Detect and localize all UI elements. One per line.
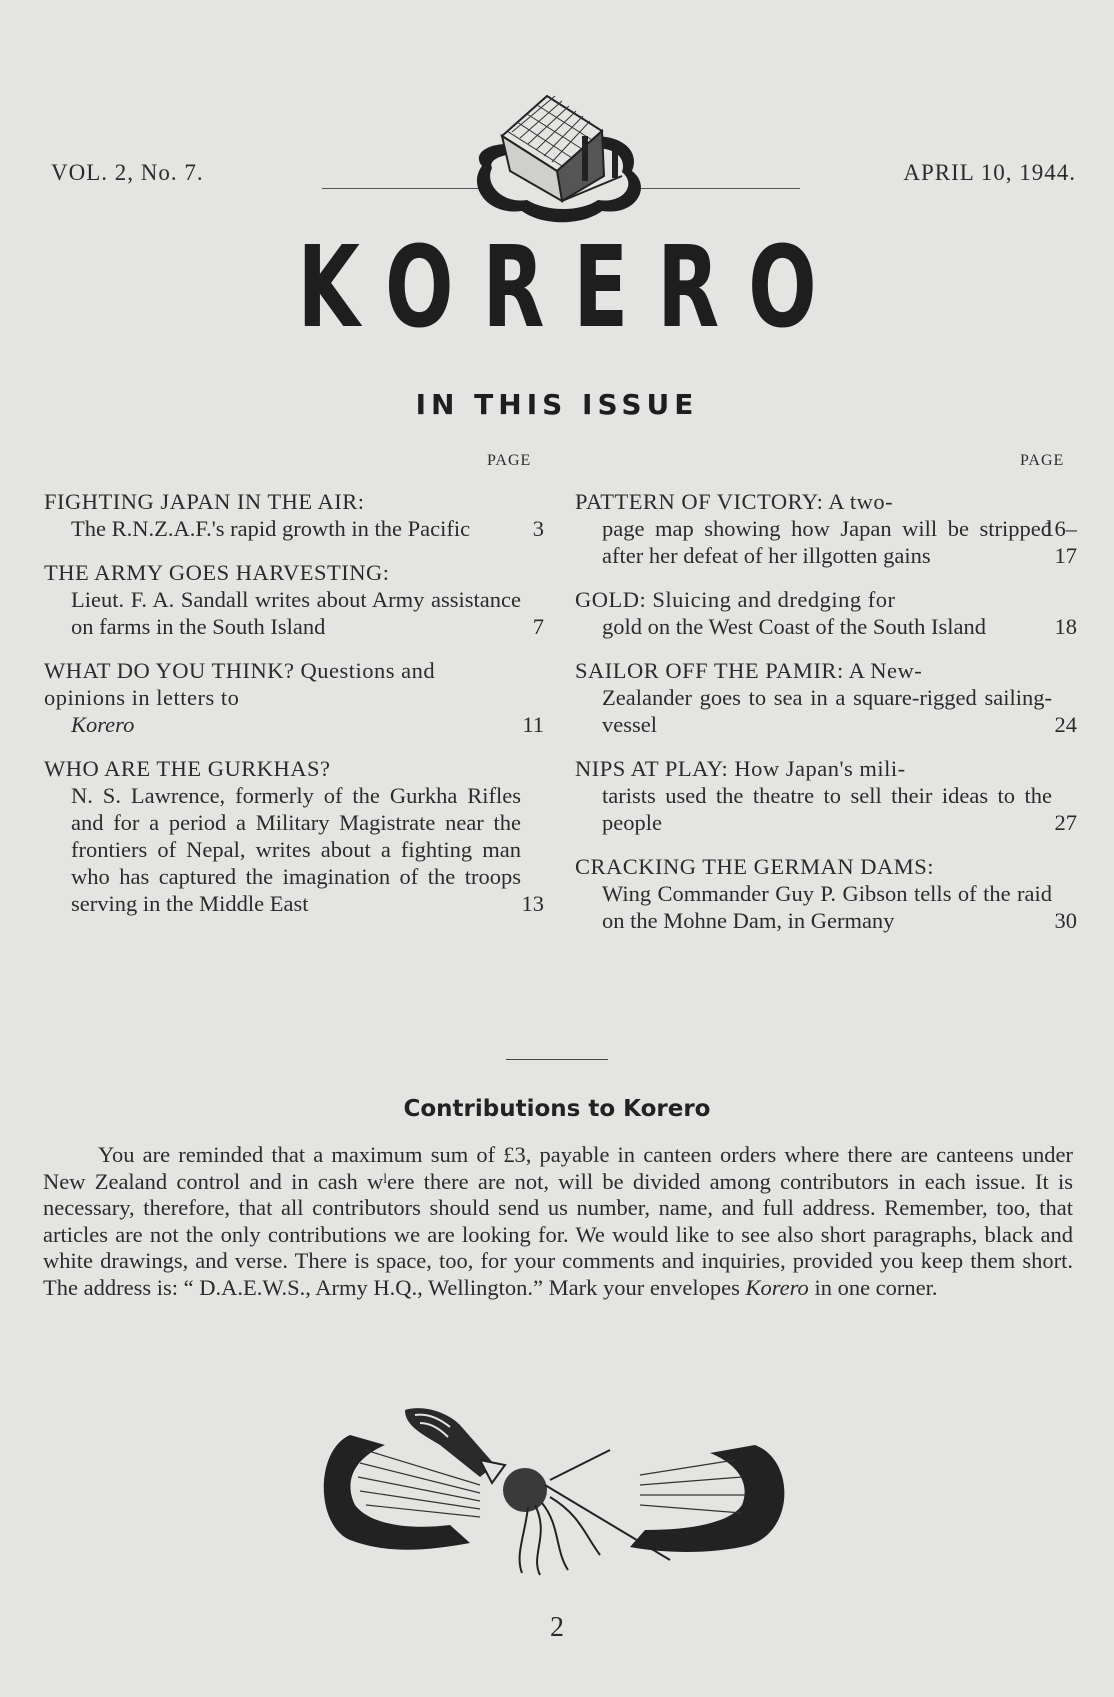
magazine-title: KORERO — [297, 223, 846, 353]
issue-date: APRIL 10, 1944. — [903, 160, 1076, 185]
entry-title: CRACKING THE GERMAN DAMS: — [575, 854, 934, 879]
contents-column-left — [44, 488, 544, 934]
entry-page: 3 — [532, 516, 544, 541]
contents-entry[interactable] — [44, 488, 544, 542]
entry-title: WHO ARE THE GURKHAS? — [44, 756, 331, 781]
entry-description: Zealander goes to sea in a square-rigged sailing-vessel — [602, 685, 1052, 737]
entry-description: N. S. Lawrence, formerly of the Gurkha Rifles and for a period a Military Magistrate near the frontiers of Nepal, writes about a fighting man who has captured the imagination of the troops serving in the Middle East — [71, 783, 521, 916]
contents-entry[interactable] — [44, 657, 544, 738]
meeting-house-icon — [462, 76, 652, 236]
entry-page: 11 — [522, 712, 544, 737]
volume-number: VOL. 2, No. 7. — [51, 160, 204, 185]
entry-title: PATTERN OF VICTORY: A two- — [575, 489, 894, 514]
entry-title: FIGHTING JAPAN IN THE AIR: — [44, 489, 365, 514]
entry-page: 18 — [1054, 614, 1077, 639]
entry-description: Lieut. F. A. Sandall writes about Army assistance on farms in the South Island — [71, 587, 521, 639]
entry-title: SAILOR OFF THE PAMIR: A New- — [575, 658, 923, 683]
contributions-heading: Contributions to Korero — [403, 1096, 711, 1122]
entry-description: tarists used the theatre to sell their ideas to the people — [602, 783, 1052, 835]
entry-description: The R.N.Z.A.F.'s rapid growth in the Pacific — [71, 516, 471, 541]
page-column-label-right: PAGE — [1020, 452, 1065, 469]
entry-page: 16–17 — [1043, 516, 1077, 568]
entry-page: 30 — [1054, 908, 1077, 933]
entry-title: THE ARMY GOES HARVESTING: — [44, 560, 390, 585]
contents-heading: IN THIS ISSUE — [415, 388, 699, 421]
entry-page: 27 — [1054, 810, 1077, 835]
section-divider — [506, 1059, 608, 1060]
contents-entry[interactable] — [44, 755, 544, 917]
entry-page: 7 — [532, 614, 544, 639]
contributions-body — [43, 1142, 1073, 1302]
contributions-text-italic: Korero — [745, 1274, 809, 1300]
contents-entry[interactable] — [575, 755, 1075, 836]
entry-title: WHAT DO YOU THINK? Questions and opinions in letters to — [44, 658, 436, 710]
contents-entry[interactable] — [575, 657, 1075, 738]
page-number: 2 — [550, 1612, 564, 1643]
page-column-label-left: PAGE — [487, 452, 532, 469]
entry-page: 24 — [1054, 712, 1077, 737]
contributions-text-2: in one corner. — [808, 1274, 938, 1300]
entry-description: gold on the West Coast of the South Island — [602, 614, 986, 639]
contents-entry[interactable] — [575, 853, 1075, 934]
contributions-text-1: You are reminded that a maximum sum of £3, payable in canteen orders where there are canteens under New Zealand control and in cash wˡere there are not, will be divided among contributors in each issue. It is necessary, therefore, that all contributors should send us number, name, and full address. Remember, too, that articles are not the only contributions we are looking for. We would like to see also short paragraphs, black and white drawings, and verse. There is space, too, for your comments and inquiries, provided you keep them short. The address is: “ D.A.E.W.S., Army H.Q., Wellington.” Mark your envelopes — [43, 1142, 1073, 1300]
entry-title: GOLD: Sluicing and dredging for — [575, 587, 896, 612]
entry-description: page map showing how Japan will be stripped after her defeat of her illgotten gains — [602, 516, 1052, 568]
entry-page: 13 — [521, 891, 544, 916]
contents-entry[interactable] — [575, 586, 1075, 640]
contents-entry[interactable] — [575, 488, 1075, 569]
masthead-rule-right — [628, 188, 800, 189]
contents-column-right — [575, 488, 1075, 951]
taiaha-feather-icon — [310, 1405, 795, 1580]
entry-title: NIPS AT PLAY: How Japan's mili- — [575, 756, 906, 781]
entry-description: Wing Commander Guy P. Gibson tells of the raid on the Mohne Dam, in Germany — [602, 881, 1052, 933]
entry-description: Korero — [71, 712, 135, 737]
masthead-rule-left — [322, 188, 482, 189]
contents-entry[interactable] — [44, 559, 544, 640]
